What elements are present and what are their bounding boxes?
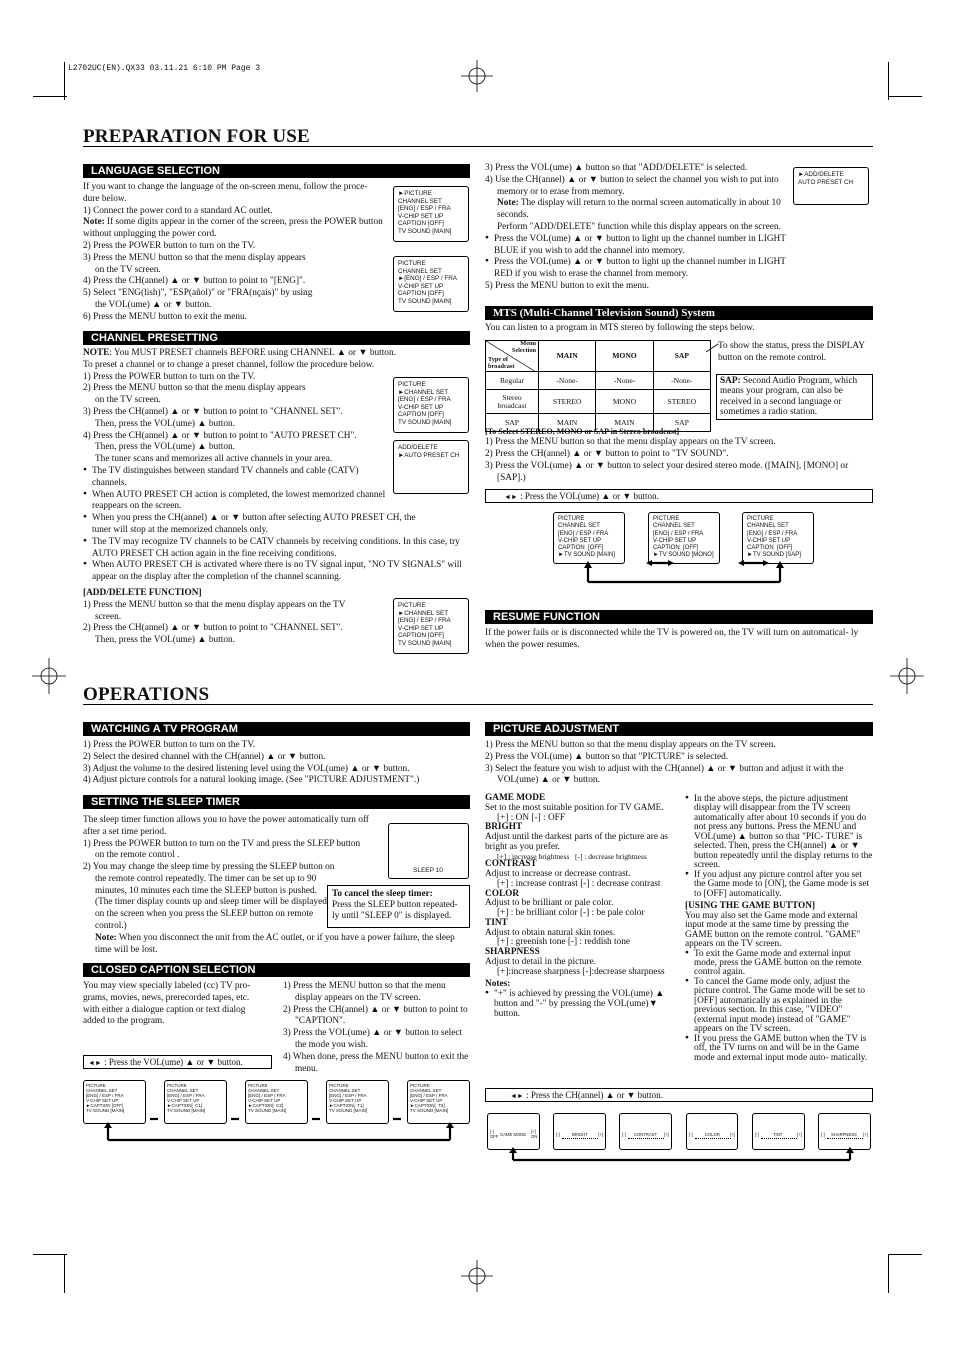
sleep-timer-text: The sleep timer function allows you to have the power automatically turn off after a set time period. 1) Press the POWER button to turn on the TV and press the SLEEP button on the remote control . [83, 815, 369, 861]
resume-text: If the power fails or is disconnected while the TV is powered on, the TV will turn on automatical- ly when the power resumes. [485, 628, 859, 650]
osd-color: [-] COLOR [+] [686, 1113, 738, 1150]
mts-status-note: To show the status, press the DISPLAY button on the remote control. [718, 341, 865, 363]
osd-menu-add-delete: ►ADD/DELETE AUTO PRESET CH [793, 167, 869, 205]
channel-presetting-text: NOTE: You MUST PRESET channels BEFORE using CHANNEL ▲ or ▼ button. To preset a channel or to change a preset channel, follow the procedure below. 1) Press the POWER button to turn on the TV. 2) Press the MENU button so that the menu display appears on the TV screen. 3) Press the CH(annel) ▲ or ▼ button to point to "CHANNEL SET". Then, press the VOL(ume) ▲ button. 4) Press the CH(annel) ▲ or ▼ button to point to "AUTO PRESET CH". Then, press the VOL(ume) ▲ button. The tuner scans and memorizes all active channels in your area. ● The TV distinguishes between standard TV channels and cable (CATV) channels. ● When AUTO PRESET CH action is completed, the lowest memorized channel reappears on the screen. ● When you press the CH(annel) ▲ or ▼ button after selecting AUTO PRESET CH, the tuner will stop at the memorized channels only. ● The TV may recognize TV channels to be CATV channels by receiving conditions. In this case, try AUTO PRESET CH action again in the fine receiving conditions. ● When AUTO PRESET CH is activated where there is no TV signal input, "NO TV SIGNALS" will appear on the display after the completion of the channel scanning. [ADD/DELETE FUNCTION] 1) Press the MENU button so that the menu display appears on the TV screen. 2) Press the CH(annel) ▲ or ▼ button to point to "CHANNEL SET". Then, press the VOL(ume) ▲ button. [83, 348, 468, 647]
crop-mark [64, 62, 65, 100]
page-title: PREPARATION FOR USE [83, 126, 310, 147]
osd-caption-t1: PICTURE CHANNEL SET [ENG] / ESP / FRA V-CHIP SET UP ►CAPTION[ T1] TV SOUND [MAIN] [326, 1080, 389, 1124]
osd-menu-auto-preset: ADD/DELETE ►AUTO PRESET CH [393, 440, 469, 494]
double-arrow-icon: ◄► [510, 1092, 524, 1100]
crop-mark [888, 1254, 922, 1255]
divider [83, 146, 873, 147]
section-header-mts: MTS (Multi-Channel Television Sound) System [485, 306, 873, 320]
mts-col-header: SAP [653, 341, 710, 372]
picture-steps: 1) Press the MENU button so that the menu display appears on the TV screen. 2) Press the VOL(ume) ▲ button so that "PICTURE" is selected. 3) Select the feature you wish to adjust with the CH(annel) ▲ or ▼ button and adjust it with the VOL(ume) ▲ or ▼ button. [485, 740, 844, 786]
mts-row-label: Stereo broadcast [486, 390, 539, 414]
language-text: If you want to change the language of the on-screen menu, follow the proce- dure below. 1) Connect the power cord to a standard AC outlet. Note: If some digits appear in the corner of the screen, press the POWER button without unplugging the power cord. 2) Press the POWER button to turn on the TV. 3) Press the MENU button so that the menu display appears on the TV screen. 4) Press the CH(annel) ▲ or ▼ button to point to "[ENG]". 5) Select "ENG(lish)", "ESP(añol)" or "FRA(nçais)" by using the VOL(ume) ▲ or ▼ button. 6) Press the MENU button to exit the menu. [83, 182, 383, 322]
closed-caption-intro: You may view specially labeled (cc) TV pro- grams, movies, news, prerecorded tapes, etc. with either a dialogue caption or text dialog added to the program. [83, 981, 251, 1027]
osd-tv-sound-sap: PICTURE CHANNEL SET [ENG] / ESP / FRA V-CHIP SET UP CAPTION [OFF] ►TV SOUND [SAP] [742, 512, 814, 564]
closed-caption-steps: 1) Press the MENU button so that the menu display appears on the TV screen. 2) Press the CH(annel) ▲ or ▼ button to point to "CAPTION". 3) Press the VOL(ume) ▲ or ▼ button to select the mode you wish. 4) When done, press the MENU button to exit the menu. [283, 981, 469, 1074]
osd-contrast: [-] CONTRAST [+] [619, 1113, 672, 1150]
mts-col-header: MAIN [539, 341, 596, 372]
section-header-closed-caption: CLOSED CAPTION SELECTION [83, 963, 470, 977]
sap-note-box: SAP: Second Audio Program, which means your program, can also be received in a second language or sometimes a radio station. [716, 374, 873, 420]
double-arrow-icon: ◄► [88, 1059, 102, 1067]
cancel-sleep-box: To cancel the sleep timer: Press the SLEEP button repeated- ly until "SLEEP 0" is displayed. [327, 885, 470, 928]
cycle-arrows-icon [100, 1116, 460, 1144]
mts-intro: You can listen to a program in MTS stereo by following the steps below. [485, 323, 755, 333]
mts-table: Menu Selection Type of broadcast MAIN MONO SAP Regular -None- -None- -None- Stereo broadcast STEREO MONO STEREO SAP MAIN MAIN SAP [485, 340, 711, 432]
osd-menu-language-1: ►PICTURE CHANNEL SET [ENG] / ESP / FRA V-CHIP SET UP CAPTION [OFF] TV SOUND [MAIN] [393, 186, 469, 242]
sleep-step-2: 2) You may change the sleep time by pressing the SLEEP button on the remote control repeatedly. The timer can be set up to 90 minutes, 10 minutes each time the SLEEP button is pushed. (The timer display counts up and sleep timer will be displayed on the screen when you press the SLEEP button on remote control.) [83, 862, 335, 931]
osd-tv-sound-mono: PICTURE CHANNEL SET [ENG] / ESP / FRA V-CHIP SET UP CAPTION [OFF] ►TV SOUND [MONO] [648, 512, 720, 564]
add-delete-continued-text: 3) Press the VOL(ume) ▲ button so that "ADD/DELETE" is selected. 4) Use the CH(annel) ▲ or ▼ button to select the channel you wish to put into memory or to erase from memory. Note: The display will return to the normal screen automatically in about 10 seconds. Perform "ADD/DELETE" function while this display appears on the screen. ● Press the VOL(ume) ▲ or ▼ button to light up the channel number in LIGHT BLUE if you wish to add the channel into memory. ● Press the VOL(ume) ▲ or ▼ button to light up the channel number in LIGHT RED if you wish to erase the channel from memory. 5) Press the MENU button to exit the menu. [485, 163, 790, 293]
osd-caption-t2: PICTURE CHANNEL SET [ENG] / ESP / FRA V-CHIP SET UP ►CAPTION[ T2] TV SOUND [MAIN] [407, 1080, 470, 1124]
crop-mark [33, 96, 67, 97]
crop-mark [64, 1255, 65, 1293]
mts-col-header: MONO [596, 341, 653, 372]
cycle-arrows-icon [505, 1146, 860, 1166]
crop-mark [888, 1255, 889, 1293]
section-title-operations: OPERATIONS [83, 684, 210, 705]
file-slug: L2702UC(EN).QX33 03.11.21 6:10 PM Page 3 [68, 64, 261, 73]
mts-table-corner: Menu Selection Type of broadcast [486, 341, 539, 372]
section-header-picture-adjustment: PICTURE ADJUSTMENT [485, 722, 873, 736]
osd-tv-sound-main: PICTURE CHANNEL SET [ENG] / ESP / FRA V-CHIP SET UP CAPTION [OFF] ►TV SOUND [MAIN] [553, 512, 625, 564]
osd-menu-channel-set: PICTURE ►CHANNEL SET [ENG] / ESP / FRA V-CHIP SET UP CAPTION [OFF] TV SOUND [MAIN] [393, 377, 469, 433]
picture-controls-list: GAME MODE Set to the most suitable position for TV GAME. [+] : ON [-] : OFF BRIGHT Adjust until the darkest parts of the picture are as bright as you prefer. [+] : increase brightness [-] : decrease brightness CONTRAST Adjust to increase or decrease contrast. [+] : increase contrast [-] : decrease contrast COLOR Adjust to be brilliant or pale color. [+] : be brilliant color [-] : be pale color TINT Adjust to obtain natural skin tones. [+] : greenish tone [-] : reddish tone SHARPNESS Adjust to detail in the picture. [+]:increase sharpness [-]:decrease sharpness Notes: ● "+" is achieved by pressing the VOL(ume) ▲ button and "-" by pressing the VOL(ume)▼ button. [485, 794, 675, 1019]
osd-tint: [-] TINT [+] [752, 1113, 805, 1150]
section-header-sleep-timer: SETTING THE SLEEP TIMER [83, 795, 470, 809]
section-header-language: LANGUAGE SELECTION [83, 164, 470, 178]
picture-notes-right: ● In the above steps, the picture adjustment display will disappear from the TV screen automatically after about 10 seconds if you do not press any buttons. Press the MENU and VOL(ume) ▲ button so that "PIC- TURE" is selected. Then, press the CH(annel) ▲ or ▼ button repeatedly until the display returns to the screen. ● If you adjust any picture control after you set the Game mode to [ON], the Game mode is set to [OFF] automatically. [USING THE GAME BUTTON] You may also set the Game mode and external input mode at the same time by pressing the GAME button on the remote control. "GAME" appears on the TV screen. ● To exit the Game mode and external input mode, press the GAME button on the remote control again. ● To cancel the Game mode only, adjust the picture control. The Game mode will be set to [OFF] automatically as explained in the previous section. In this case, "VIDEO" (external input mode) instead of "GAME" appears on the TV screen. ● If you press the GAME button when the TV is off, the TV turns on and will be in the Game mode and external input mode auto- matically. [685, 795, 874, 1063]
osd-menu-add-delete-step: PICTURE ►CHANNEL SET [ENG] / ESP / FRA V-CHIP SET UP CAPTION [OFF] TV SOUND [MAIN] [393, 598, 469, 654]
picture-arrow-note: ◄► : Press the CH(annel) ▲ or ▼ button. [485, 1088, 873, 1102]
registration-mark-icon [32, 656, 66, 696]
watching-text: 1) Press the POWER button to turn on the TV. 2) Select the desired channel with the CH(annel) ▲ or ▼ button. 3) Adjust the volume to the desired listening level using the VOL(ume) ▲ or ▼ button. 4) Adjust picture controls for a natural looking image. (See "PICTURE ADJUSTMENT".) [83, 740, 420, 786]
mts-arrow-note: ◄► : Press the VOL(ume) ▲ or ▼ button. [485, 489, 873, 503]
mts-steps: [To Select STEREO, MONO or SAP in Stereo broadcast] 1) Press the MENU button so that the menu display appears on the TV screen. 2) Press the CH(annel) ▲ or ▼ button to point to "TV SOUND". 3) Press the VOL(ume) ▲ or ▼ button to select your desired stereo mode. ([MAIN], [MONO] or [SAP].) [485, 427, 849, 483]
osd-sharpness: [-] SHARPNESS [+] [818, 1113, 871, 1150]
section-header-watching: WATCHING A TV PROGRAM [83, 722, 470, 736]
mts-row-label: Regular [486, 372, 539, 390]
osd-menu-language-2: PICTURE CHANNEL SET ►[ENG] / ESP / FRA V-CHIP SET UP CAPTION [OFF] TV SOUND [MAIN] [393, 256, 469, 312]
crop-mark [888, 96, 922, 97]
section-header-channel-presetting: CHANNEL PRESETTING [83, 331, 470, 345]
osd-sleep-display: SLEEP 10 [388, 823, 469, 879]
mts-row-label: SAP [486, 414, 539, 432]
double-arrow-icon: ◄► [504, 493, 518, 501]
osd-caption-off: PICTURE CHANNEL SET [ENG] / ESP / FRA V-CHIP SET UP ►CAPTION [OFF] TV SOUND [MAIN] [83, 1080, 146, 1124]
osd-game-mode: [-] OFF GAME MODE [+] ON [487, 1113, 540, 1150]
osd-caption-c2: PICTURE CHANNEL SET [ENG] / ESP / FRA V-CHIP SET UP ►CAPTION[ C2] TV SOUND [MAIN] [245, 1080, 308, 1124]
cycle-arrows-icon [580, 560, 790, 586]
crop-mark [33, 1254, 67, 1255]
osd-bright: [-] BRIGHT [+] [553, 1113, 606, 1150]
sleep-note: Note: When you disconnect the unit from the AC outlet, or if you have a power failure, the sleep time will be lost. [95, 933, 455, 955]
osd-caption-c1: PICTURE CHANNEL SET [ENG] / ESP / FRA V-CHIP SET UP ►CAPTION[ C1] TV SOUND [MAIN] [164, 1080, 227, 1124]
registration-mark-icon [458, 60, 496, 92]
crop-mark [888, 62, 889, 100]
cc-arrow-note: ◄► : Press the VOL(ume) ▲ or ▼ button. [83, 1055, 272, 1069]
registration-mark-icon [890, 656, 924, 696]
divider [83, 704, 873, 705]
section-header-resume: RESUME FUNCTION [485, 610, 873, 624]
registration-mark-icon [458, 1260, 496, 1292]
